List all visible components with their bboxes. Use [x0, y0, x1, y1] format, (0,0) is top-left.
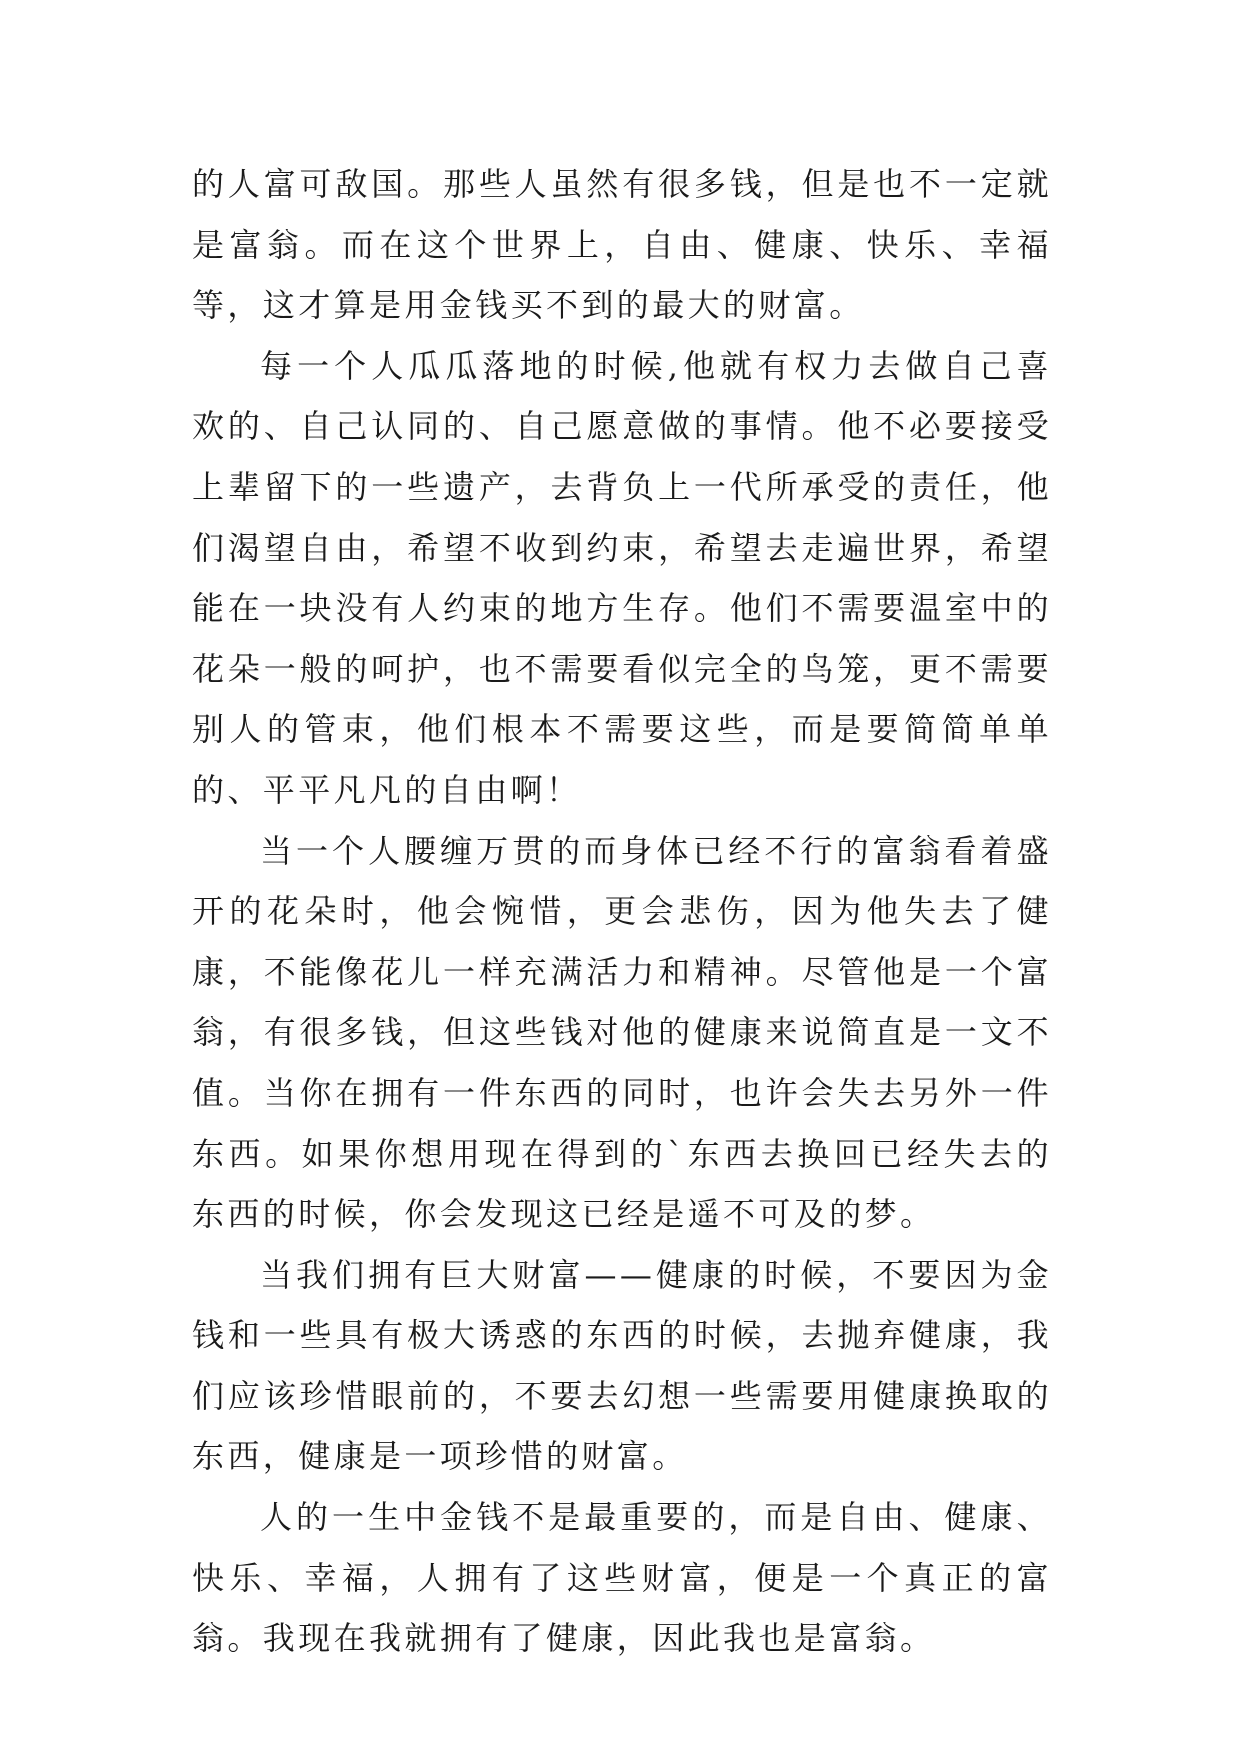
- paragraph-5: 人的一生中金钱不是最重要的，而是自由、健康、快乐、幸福，人拥有了这些财富，便是一个真正的富翁。我现在我就拥有了健康，因此我也是富翁。: [192, 1498, 1052, 1658]
- paragraph-4: 当我们拥有巨大财富——健康的时候，不要因为金钱和一些具有极大诱惑的东西的时候，去抛弃健康，我们应该珍惜眼前的，不要去幻想一些需要用健康换取的东西，健康是一项珍惜的财富。: [192, 1255, 1052, 1476]
- paragraph-3: 当一个人腰缠万贯的而身体已经不行的富翁看着盛开的花朵时，他会惋惜，更会悲伤，因为他失去了健康，不能像花儿一样充满活力和精神。尽管他是一个富翁，有很多钱，但这些钱对他的健康来说简直是一文不值。当你在拥有一件东西的同时，也许会失去另外一件东西。如果你想用现在得到的`东西去换回已经失去的东西的时候，你会发现这已经是遥不可及的梦。: [192, 831, 1052, 1234]
- essay-body: [192, 154, 1052, 1669]
- paragraph-1: 的人富可敌国。那些人虽然有很多钱，但是也不一定就是富翁。而在这个世界上，自由、健康、快乐、幸福等，这才算是用金钱买不到的最大的财富。: [192, 165, 1052, 325]
- paragraph-2: 每一个人瓜瓜落地的时候,他就有权力去做自己喜欢的、自己认同的、自己愿意做的事情。他不必要接受上辈留下的一些遗产，去背负上一代所承受的责任，他们渴望自由，希望不收到约束，希望去走遍世界，希望能在一块没有人约束的地方生存。他们不需要温室中的花朵一般的呵护，也不需要看似完全的鸟笼，更不需要别人的管束，他们根本不需要这些，而是要简简单单的、平平凡凡的自由啊！: [192, 346, 1052, 809]
